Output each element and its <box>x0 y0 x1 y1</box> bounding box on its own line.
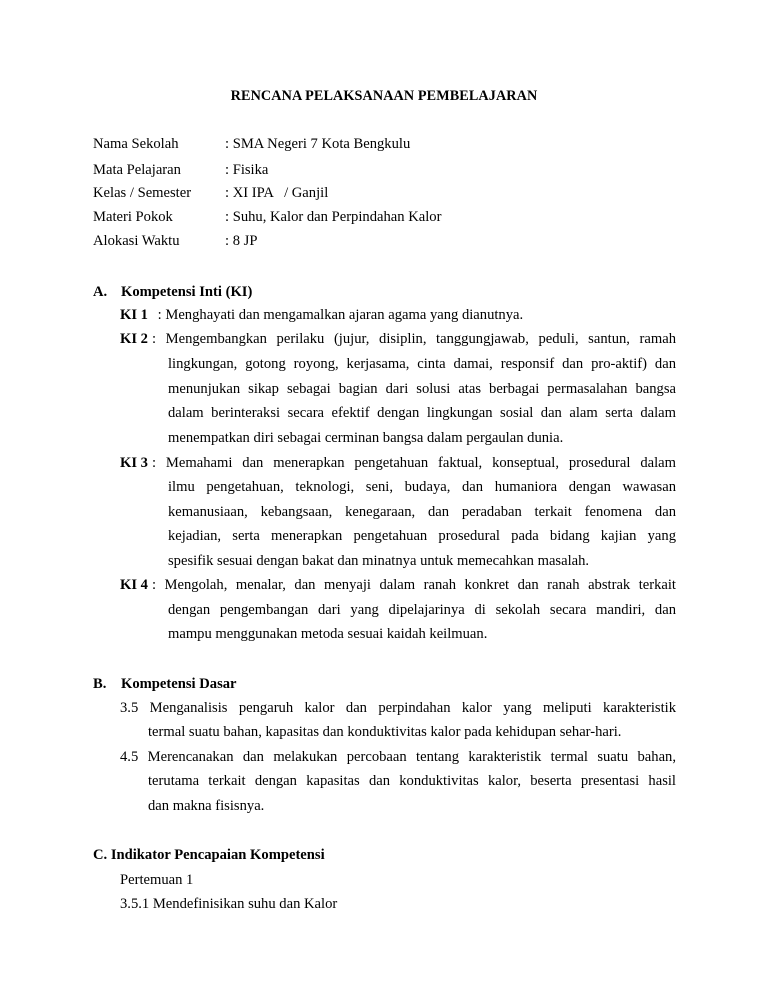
document-title: RENCANA PELAKSANAAN PEMBELAJARAN <box>230 88 538 104</box>
ki-text: : Mengembangkan perilaku (jujur, disiplin, tanggungjawab, peduli, santun, ramah <box>151 331 676 347</box>
ki-text-line: dengan pengembangan dari yang dipelajarinya di sekolah secara mandiri, dan <box>168 602 676 618</box>
ki-text-line: menunjukan sikap sebagai bagian dari solusi atas berbagai permasalahan bangsa <box>168 381 676 397</box>
section-c-heading: C. Indikator Pencapaian Kompetensi <box>93 847 325 863</box>
info-value: : Suhu, Kalor dan Perpindahan Kalor <box>225 209 442 225</box>
section-b-heading <box>93 674 237 694</box>
ki-label: KI 2 <box>120 331 148 347</box>
ki-2 <box>120 329 676 349</box>
section-letter: B. <box>93 676 107 692</box>
info-row-subject <box>93 160 269 180</box>
info-label: Alokasi Waktu <box>93 233 180 249</box>
info-value: : Fisika <box>225 162 269 178</box>
info-value: : XI IPA / Ganjil <box>225 185 329 201</box>
ki-text-line: lingkungan, gotong royong, kerjasama, cinta damai, responsif dan pro-aktif) dan <box>168 356 676 372</box>
section-title: Kompetensi Inti (KI) <box>121 284 253 300</box>
ki-text-line: mampu menggunakan metoda sesuai kaidah keilmuan. <box>168 626 488 642</box>
ki-1 <box>120 305 523 325</box>
info-row-school <box>93 134 411 154</box>
ki-text-line: menempatkan diri sebagai cerminan bangsa dalam pergaulan dunia. <box>168 430 564 446</box>
section-a-heading <box>93 282 253 302</box>
info-row-topic <box>93 207 442 227</box>
info-value: : 8 JP <box>225 233 258 249</box>
indicator-item: 3.5.1 Mendefinisikan suhu dan Kalor <box>120 896 338 912</box>
ki-text-line: kejadian, serta menerapkan pengetahuan prosedural pada bidang kajian yang <box>168 528 676 544</box>
kd-text-line: termal suatu bahan, kapasitas dan konduktivitas kalor pada kehidupan sehar-hari. <box>148 724 622 740</box>
ki-text-line: spesifik sesuai dengan bakat dan minatnya untuk memecahkan masalah. <box>168 553 590 569</box>
info-row-time <box>93 231 258 251</box>
info-label: Kelas / Semester <box>93 185 192 201</box>
meeting-label: Pertemuan 1 <box>120 872 194 888</box>
kd-text-line: dan makna fisisnya. <box>148 798 265 814</box>
section-title: Kompetensi Dasar <box>121 676 237 692</box>
ki-label: KI 4 <box>120 577 148 593</box>
kd-4-5: 4.5 Merencanakan dan melakukan percobaan tentang karakteristik termal suatu bahan, <box>120 749 676 765</box>
info-label: Nama Sekolah <box>93 136 179 152</box>
info-label: Mata Pelajaran <box>93 162 181 178</box>
ki-3 <box>120 453 676 473</box>
info-label: Materi Pokok <box>93 209 173 225</box>
ki-4 <box>120 575 676 595</box>
ki-text-line: ilmu pengetahuan, teknologi, seni, budaya, dan humaniora dengan wawasan <box>168 479 676 495</box>
info-row-class <box>93 183 329 203</box>
ki-text: : Menghayati dan mengamalkan ajaran agama yang dianutnya. <box>157 307 524 323</box>
ki-text-line: kemanusiaan, kebangsaan, kenegaraan, dan peradaban terkait fenomena dan <box>168 504 676 520</box>
kd-text-line: terutama terkait dengan kapasitas dan konduktivitas kalor, beserta presentasi hasil <box>148 773 676 789</box>
kd-3-5: 3.5 Menganalisis pengaruh kalor dan perpindahan kalor yang meliputi karakteristik <box>120 700 676 716</box>
ki-text: : Memahami dan menerapkan pengetahuan faktual, konseptual, prosedural dalam <box>151 455 676 471</box>
ki-label: KI 3 <box>120 455 148 471</box>
section-letter: A. <box>93 284 108 300</box>
ki-text-line: dalam berinteraksi secara efektif dengan lingkungan sosial dan alam serta dalam <box>168 405 676 421</box>
ki-text: : Mengolah, menalar, dan menyaji dalam ranah konkret dan ranah abstrak terkait <box>151 577 676 593</box>
info-value: : SMA Negeri 7 Kota Bengkulu <box>225 136 411 152</box>
ki-label: KI 1 <box>120 307 148 323</box>
